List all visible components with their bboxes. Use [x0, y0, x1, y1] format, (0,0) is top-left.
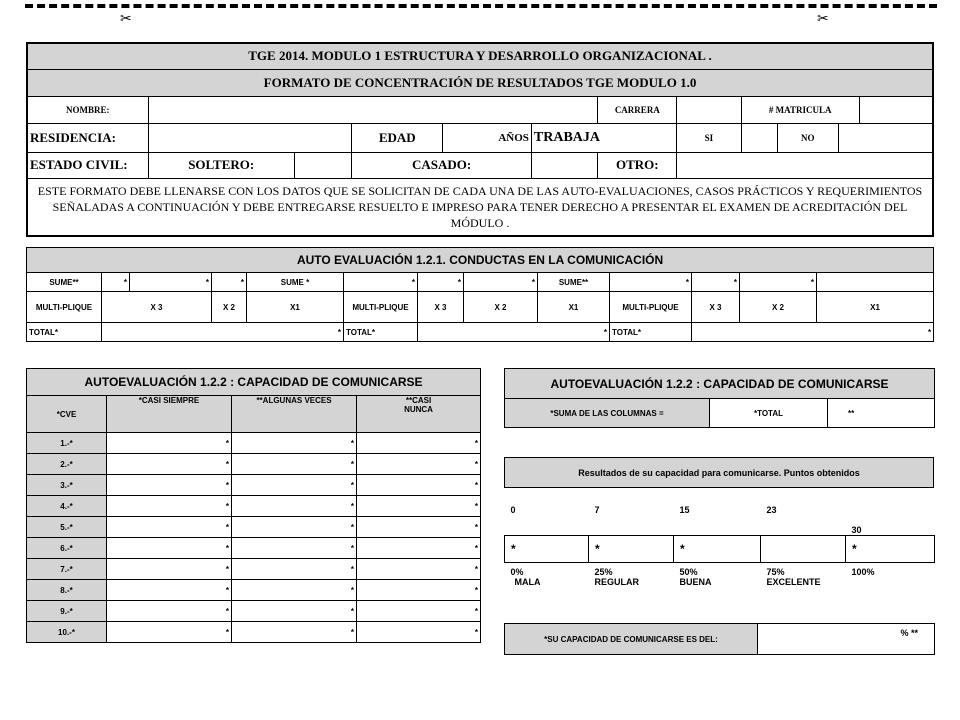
- sume-label: SUME**: [538, 273, 610, 292]
- capacidad-star-cell[interactable]: *: [107, 580, 232, 601]
- final-value[interactable]: % **: [758, 624, 935, 655]
- capacidad-star-cell[interactable]: *: [107, 496, 232, 517]
- result-star[interactable]: *: [505, 535, 589, 562]
- capacidad-star-cell[interactable]: *: [357, 496, 481, 517]
- pct-value: 25%: [594, 566, 613, 577]
- result-star[interactable]: *: [674, 535, 761, 562]
- pct-value: 100%: [851, 566, 875, 577]
- result-star[interactable]: *: [589, 535, 674, 562]
- x2-cell: X 2: [212, 292, 247, 323]
- suma-title: AUTOEVALUACIÓN 1.2.2 : CAPACIDAD DE COMUNICARSE: [505, 369, 935, 399]
- capacidad-table: [26, 368, 481, 643]
- capacidad-star-cell[interactable]: *: [232, 580, 357, 601]
- total-cell[interactable]: *: [418, 323, 610, 342]
- matricula-field[interactable]: [859, 96, 933, 123]
- pct-value: 50%: [679, 566, 698, 577]
- total-label: TOTAL*: [344, 323, 418, 342]
- capacidad-star-cell[interactable]: *: [107, 433, 232, 454]
- capacidad-star-cell[interactable]: *: [107, 559, 232, 580]
- autoeval-conductas-table: [26, 247, 934, 342]
- capacidad-star-cell[interactable]: *: [107, 475, 232, 496]
- points-cell: 30: [851, 524, 862, 535]
- casado-label: CASADO:: [352, 152, 532, 178]
- autoeval-title: AUTO EVALUACIÓN 1.2.1. CONDUCTAS EN LA COMUNICACIÓN: [27, 248, 934, 273]
- pct-cell: [505, 562, 589, 592]
- capacidad-star-cell[interactable]: *: [357, 559, 481, 580]
- resultados-title: Resultados de su capacidad para comunicarse. Puntos obtenidos: [505, 458, 934, 488]
- capacidad-row: [27, 622, 481, 643]
- capacidad-star-cell[interactable]: *: [107, 601, 232, 622]
- empty-cell: [817, 273, 934, 292]
- casi-nunca-header: **CASI NUNCA: [357, 396, 481, 433]
- header-form: [26, 42, 934, 237]
- estado-civil-label: ESTADO CIVIL:: [27, 152, 148, 178]
- scissors-icon: ✂: [120, 11, 132, 27]
- cut-line: [25, 4, 937, 14]
- star-cell[interactable]: *: [418, 273, 464, 292]
- instructions-text: ESTE FORMATO DEBE LLENARSE CON LOS DATOS QUE SE SOLICITAN DE CADA UNA DE LAS AUTO-EVALUACIONES, CASOS PRÁCTICOS Y REQUERIMIENTOS SEÑALADAS A CONTINUACIÓN Y DEBE ENTREGARSE RESUELTO E IMPRESO PARA TENER DERECHO A PRESENTAR EL EXAMEN DE ACREDITACIÓN DEL MÓDULO .: [27, 178, 933, 236]
- x1-cell: X1: [817, 292, 934, 323]
- cve-header: *CVE: [27, 396, 107, 433]
- si-label: SI: [677, 123, 742, 152]
- total-label: TOTAL*: [610, 323, 692, 342]
- nombre-field[interactable]: [148, 96, 598, 123]
- resultados-title-table: [504, 457, 934, 488]
- capacidad-row: [27, 433, 481, 454]
- form-subtitle: FORMATO DE CONCENTRACIÓN DE RESULTADOS TGE MODULO 1.0: [27, 69, 933, 96]
- soltero-label: SOLTERO:: [148, 152, 294, 178]
- capacidad-star-cell[interactable]: *: [107, 517, 232, 538]
- x3-cell: X 3: [692, 292, 740, 323]
- points-cell: 23: [766, 505, 777, 515]
- soltero-field[interactable]: [294, 152, 352, 178]
- x3-cell: X 3: [418, 292, 464, 323]
- points-cell: 0: [510, 505, 516, 515]
- capacidad-star-cell[interactable]: *: [232, 517, 357, 538]
- star-cell[interactable]: *: [102, 273, 130, 292]
- suma-total[interactable]: *TOTAL: [710, 399, 828, 428]
- capacidad-row: [27, 454, 481, 475]
- multiplique-label: MULTI-PLIQUE: [344, 292, 418, 323]
- capacidad-row-label: 5.-*: [27, 517, 107, 538]
- si-field[interactable]: [741, 123, 777, 152]
- nombre-label: NOMBRE:: [27, 96, 148, 123]
- carrera-label: CARRERA: [598, 96, 677, 123]
- final-table: [504, 623, 935, 655]
- capacidad-star-cell[interactable]: *: [357, 433, 481, 454]
- capacidad-row: [27, 580, 481, 601]
- multiplique-label: MULTI-PLIQUE: [610, 292, 692, 323]
- capacidad-title: AUTOEVALUACIÓN 1.2.2 : CAPACIDAD DE COMUNICARSE: [27, 369, 481, 396]
- capacidad-star-cell[interactable]: *: [232, 496, 357, 517]
- algunas-veces-header: **ALGUNAS VECES: [232, 396, 357, 433]
- capacidad-row: [27, 538, 481, 559]
- resultados-scale: [504, 505, 935, 592]
- capacidad-row-label: 7.-*: [27, 559, 107, 580]
- capacidad-star-cell[interactable]: *: [232, 601, 357, 622]
- pct-cell: [589, 562, 674, 592]
- capacidad-star-cell[interactable]: *: [357, 622, 481, 643]
- capacidad-star-cell[interactable]: *: [232, 538, 357, 559]
- edad-label: EDAD: [352, 123, 443, 152]
- capacidad-row-label: 4.-*: [27, 496, 107, 517]
- capacidad-star-cell[interactable]: *: [357, 538, 481, 559]
- pct-cell: [674, 562, 761, 592]
- final-label: *SU CAPACIDAD DE COMUNICARSE ES DEL:: [505, 624, 758, 655]
- capacidad-star-cell[interactable]: *: [232, 454, 357, 475]
- otro-field[interactable]: [677, 152, 933, 178]
- capacidad-row: [27, 517, 481, 538]
- total-cell[interactable]: *: [102, 323, 344, 342]
- trabaja-label: TRABAJA: [531, 123, 676, 152]
- pct-label: EXCELENTE: [766, 576, 821, 587]
- capacidad-row-label: 8.-*: [27, 580, 107, 601]
- capacidad-row: [27, 496, 481, 517]
- form-title: TGE 2014. MODULO 1 ESTRUCTURA Y DESARROLLO ORGANIZACIONAL .: [27, 43, 933, 69]
- multiplique-label: MULTI-PLIQUE: [27, 292, 102, 323]
- casado-field[interactable]: [531, 152, 598, 178]
- suma-stars[interactable]: **: [828, 399, 935, 428]
- capacidad-star-cell[interactable]: *: [357, 475, 481, 496]
- capacidad-row-label: 1.-*: [27, 433, 107, 454]
- capacidad-star-cell[interactable]: *: [232, 433, 357, 454]
- no-field[interactable]: [838, 123, 933, 152]
- star-cell[interactable]: *: [130, 273, 212, 292]
- pct-value: 0%: [510, 566, 524, 577]
- pct-cell: [761, 562, 846, 592]
- residencia-field[interactable]: [148, 123, 352, 152]
- capacidad-star-cell[interactable]: *: [357, 517, 481, 538]
- suma-label: *SUMA DE LAS COLUMNAS =: [505, 399, 710, 428]
- result-star[interactable]: [761, 535, 846, 562]
- scissors-icon: ✂: [817, 11, 829, 27]
- carrera-field[interactable]: [677, 96, 742, 123]
- pct-value: 75%: [766, 566, 785, 577]
- otro-label: OTRO:: [598, 152, 677, 178]
- anos-label: AÑOS: [443, 123, 532, 152]
- capacidad-row-label: 6.-*: [27, 538, 107, 559]
- star-cell[interactable]: *: [212, 273, 247, 292]
- capacidad-star-cell[interactable]: *: [232, 622, 357, 643]
- capacidad-star-cell[interactable]: *: [357, 580, 481, 601]
- pct-label: BUENA: [679, 576, 712, 587]
- x2-cell: X 2: [464, 292, 538, 323]
- capacidad-star-cell[interactable]: *: [107, 454, 232, 475]
- star-cell[interactable]: *: [692, 273, 740, 292]
- casi-siempre-header: *CASI SIEMPRE: [107, 396, 232, 433]
- capacidad-star-cell[interactable]: *: [357, 601, 481, 622]
- capacidad-row-label: 2.-*: [27, 454, 107, 475]
- total-cell[interactable]: *: [692, 323, 934, 342]
- capacidad-star-cell[interactable]: *: [107, 622, 232, 643]
- capacidad-star-cell[interactable]: *: [232, 559, 357, 580]
- points-cell: 15: [679, 505, 690, 515]
- capacidad-row-label: 3.-*: [27, 475, 107, 496]
- total-label: TOTAL*: [27, 323, 102, 342]
- capacidad-row: [27, 559, 481, 580]
- capacidad-row: [27, 601, 481, 622]
- pct-label: MALA: [514, 576, 541, 587]
- residencia-label: RESIDENCIA:: [27, 123, 148, 152]
- pct-label: REGULAR: [594, 576, 639, 587]
- points-cell: 7: [594, 505, 600, 515]
- capacidad-star-cell[interactable]: *: [232, 475, 357, 496]
- suma-table: [504, 368, 935, 428]
- capacidad-row: [27, 475, 481, 496]
- x2-cell: X 2: [740, 292, 817, 323]
- result-star[interactable]: *: [846, 535, 935, 562]
- capacidad-row-label: 9.-*: [27, 601, 107, 622]
- star-cell[interactable]: *: [610, 273, 692, 292]
- capacidad-star-cell[interactable]: *: [107, 538, 232, 559]
- star-cell[interactable]: *: [344, 273, 418, 292]
- matricula-label: # MATRICULA: [741, 96, 859, 123]
- x3-cell: X 3: [102, 292, 212, 323]
- star-cell[interactable]: *: [740, 273, 817, 292]
- no-label: NO: [778, 123, 839, 152]
- sume-label: SUME *: [247, 273, 344, 292]
- sume-label: SUME**: [27, 273, 102, 292]
- x1-cell: X1: [538, 292, 610, 323]
- x1-cell: X1: [247, 292, 344, 323]
- capacidad-row-label: 10.-*: [27, 622, 107, 643]
- capacidad-star-cell[interactable]: *: [357, 454, 481, 475]
- star-cell[interactable]: *: [464, 273, 538, 292]
